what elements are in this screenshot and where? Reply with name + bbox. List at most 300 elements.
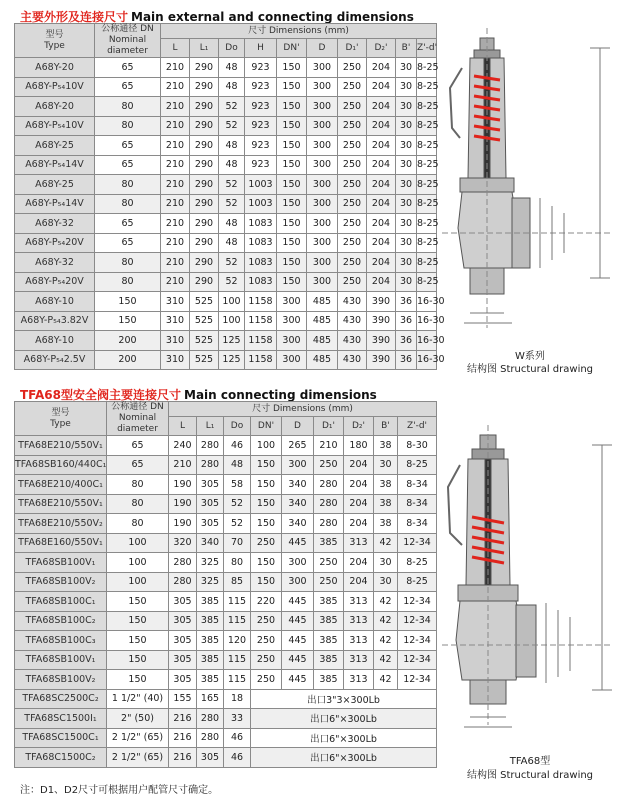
value-cell: 16-30: [417, 311, 437, 331]
value-cell: 300: [307, 116, 338, 136]
table-row: [15, 748, 437, 768]
value-cell: 210: [161, 58, 190, 78]
value-cell: 385: [314, 533, 344, 553]
value-cell: 100: [251, 436, 282, 456]
dn-cell: 2 1/2" (65): [107, 728, 169, 748]
value-cell: 33: [224, 709, 251, 729]
value-cell: 325: [197, 553, 224, 573]
value-cell: 8-25: [417, 97, 437, 117]
type-header-en: Type: [44, 40, 65, 51]
dn-cell: 150: [107, 611, 169, 631]
value-cell: 30: [396, 233, 417, 253]
value-cell: 280: [197, 455, 224, 475]
model-cell: TFA68SC2500C₂: [15, 689, 107, 709]
value-cell: 250: [338, 136, 367, 156]
dn-cell: 80: [95, 116, 161, 136]
outlet-cell: 出口3"3×300Lb: [251, 689, 437, 709]
value-cell: 320: [169, 533, 197, 553]
model-cell: A68Y-P₅₄14V: [15, 155, 95, 175]
value-cell: 250: [338, 272, 367, 292]
value-cell: 250: [338, 155, 367, 175]
type-header-cn: 型号: [51, 407, 70, 418]
value-cell: 310: [161, 331, 190, 351]
value-cell: 42: [374, 670, 398, 690]
value-cell: 8-25: [417, 136, 437, 156]
value-cell: 310: [161, 311, 190, 331]
column-header: DN': [277, 39, 307, 58]
dn-cell: 150: [107, 670, 169, 690]
value-cell: 250: [314, 572, 344, 592]
value-cell: 8-34: [398, 494, 437, 514]
model-cell: A68Y-P₅₄2.5V: [15, 350, 95, 370]
column-header: D: [282, 417, 314, 436]
value-cell: 250: [338, 194, 367, 214]
table-row: [15, 311, 437, 331]
column-header: L: [169, 417, 197, 436]
value-cell: 250: [338, 116, 367, 136]
value-cell: 340: [282, 494, 314, 514]
value-cell: 445: [282, 533, 314, 553]
value-cell: 150: [277, 97, 307, 117]
table-row: [15, 155, 437, 175]
dn-cell: 80: [95, 253, 161, 273]
dn-header-en1: Nominal: [108, 35, 147, 45]
dn-cell: 1 1/2" (40): [107, 689, 169, 709]
column-header: L₁: [197, 417, 224, 436]
value-cell: 385: [314, 592, 344, 612]
dn-header-cn: 公称通径 DN: [101, 24, 154, 34]
value-cell: 290: [190, 97, 219, 117]
value-cell: 8-25: [417, 175, 437, 195]
value-cell: 52: [224, 494, 251, 514]
value-cell: 150: [277, 136, 307, 156]
value-cell: 305: [169, 650, 197, 670]
value-cell: 8-25: [417, 77, 437, 97]
value-cell: 485: [307, 350, 338, 370]
value-cell: 30: [374, 553, 398, 573]
model-cell: TFA68SB100C₁: [15, 592, 107, 612]
value-cell: 30: [396, 253, 417, 273]
value-cell: 300: [277, 350, 307, 370]
value-cell: 300: [307, 233, 338, 253]
value-cell: 165: [197, 689, 224, 709]
dn-cell: 100: [107, 572, 169, 592]
value-cell: 48: [219, 155, 245, 175]
value-cell: 210: [314, 436, 344, 456]
table-header-row: [15, 402, 437, 417]
dn-cell: 150: [95, 292, 161, 312]
value-cell: 305: [169, 631, 197, 651]
drawing-1-caption-series: W系列: [515, 351, 545, 362]
model-cell: A68Y-P₅₄10V: [15, 116, 95, 136]
value-cell: 1083: [245, 253, 277, 273]
value-cell: 48: [219, 233, 245, 253]
value-cell: 204: [344, 475, 374, 495]
column-header: D₁': [338, 39, 367, 58]
value-cell: 150: [277, 233, 307, 253]
table-row: [15, 194, 437, 214]
value-cell: 445: [282, 670, 314, 690]
dn-cell: 65: [95, 233, 161, 253]
value-cell: 204: [367, 175, 396, 195]
value-cell: 280: [314, 514, 344, 534]
table-row: [15, 631, 437, 651]
value-cell: 155: [169, 689, 197, 709]
dimensions-header: 尺寸 Dimensions (mm): [161, 24, 437, 39]
dn-cell: 65: [95, 136, 161, 156]
table-row: [15, 689, 437, 709]
value-cell: 204: [344, 494, 374, 514]
model-cell: TFA68C1500C₂: [15, 748, 107, 768]
value-cell: 42: [374, 592, 398, 612]
dimensions-table-2: [14, 401, 437, 768]
value-cell: 300: [307, 77, 338, 97]
value-cell: 525: [190, 350, 219, 370]
value-cell: 1003: [245, 175, 277, 195]
value-cell: 120: [224, 631, 251, 651]
value-cell: 100: [219, 292, 245, 312]
model-cell: TFA68SB100V₁: [15, 553, 107, 573]
table-row: [15, 292, 437, 312]
value-cell: 250: [251, 533, 282, 553]
value-cell: 290: [190, 136, 219, 156]
model-cell: A68Y-P₅₄20V: [15, 272, 95, 292]
table-row: [15, 253, 437, 273]
value-cell: 204: [367, 272, 396, 292]
table-row: [15, 331, 437, 351]
model-cell: A68Y-25: [15, 175, 95, 195]
type-header-en: Type: [50, 418, 71, 429]
value-cell: 310: [161, 350, 190, 370]
value-cell: 250: [251, 631, 282, 651]
dn-cell: 80: [95, 272, 161, 292]
model-cell: TFA68SB100C₂: [15, 611, 107, 631]
value-cell: 30: [396, 214, 417, 234]
model-cell: A68Y-P₅₄20V: [15, 233, 95, 253]
dn-cell: 150: [95, 311, 161, 331]
value-cell: 923: [245, 155, 277, 175]
dn-header-en1: Nominal: [118, 413, 157, 423]
value-cell: 204: [367, 58, 396, 78]
value-cell: 290: [190, 272, 219, 292]
dn-header-en2: diameter: [107, 46, 148, 56]
value-cell: 204: [367, 77, 396, 97]
value-cell: 1003: [245, 194, 277, 214]
type-header: [15, 402, 107, 436]
value-cell: 280: [197, 436, 224, 456]
column-header: DN': [251, 417, 282, 436]
value-cell: 58: [224, 475, 251, 495]
value-cell: 12-34: [398, 631, 437, 651]
value-cell: 290: [190, 233, 219, 253]
value-cell: 210: [169, 455, 197, 475]
value-cell: 313: [344, 533, 374, 553]
value-cell: 300: [277, 331, 307, 351]
dn-cell: 2 1/2" (65): [107, 748, 169, 768]
value-cell: 190: [169, 514, 197, 534]
value-cell: 250: [251, 611, 282, 631]
value-cell: 204: [367, 233, 396, 253]
table-row: [15, 494, 437, 514]
value-cell: 46: [224, 436, 251, 456]
value-cell: 48: [219, 136, 245, 156]
value-cell: 16-30: [417, 292, 437, 312]
value-cell: 85: [224, 572, 251, 592]
dn-cell: 65: [107, 436, 169, 456]
dn-header-en2: diameter: [117, 424, 158, 434]
value-cell: 204: [367, 253, 396, 273]
section1-title-en: Main external and connecting dimensions: [131, 10, 414, 24]
table-row: [15, 136, 437, 156]
model-cell: A68Y-20: [15, 97, 95, 117]
value-cell: 70: [224, 533, 251, 553]
model-cell: TFA68SB100V₂: [15, 572, 107, 592]
dimensions-header: 尺寸 Dimensions (mm): [169, 402, 437, 417]
value-cell: 385: [314, 670, 344, 690]
type-header: [15, 24, 95, 58]
value-cell: 250: [314, 553, 344, 573]
dn-cell: 2" (50): [107, 709, 169, 729]
value-cell: 1158: [245, 292, 277, 312]
value-cell: 16-30: [417, 350, 437, 370]
value-cell: 280: [169, 572, 197, 592]
value-cell: 30: [396, 116, 417, 136]
value-cell: 265: [282, 436, 314, 456]
table-row: [15, 116, 437, 136]
value-cell: 250: [338, 253, 367, 273]
value-cell: 290: [190, 253, 219, 273]
value-cell: 52: [219, 253, 245, 273]
value-cell: 150: [277, 272, 307, 292]
dn-cell: 80: [107, 514, 169, 534]
value-cell: 305: [197, 748, 224, 768]
table-row: [15, 475, 437, 495]
value-cell: 280: [314, 475, 344, 495]
value-cell: 42: [374, 533, 398, 553]
value-cell: 115: [224, 650, 251, 670]
value-cell: 52: [219, 97, 245, 117]
value-cell: 340: [197, 533, 224, 553]
value-cell: 923: [245, 77, 277, 97]
value-cell: 385: [314, 631, 344, 651]
value-cell: 210: [161, 116, 190, 136]
value-cell: 216: [169, 709, 197, 729]
value-cell: 80: [224, 553, 251, 573]
value-cell: 430: [338, 311, 367, 331]
value-cell: 210: [161, 214, 190, 234]
value-cell: 204: [344, 514, 374, 534]
value-cell: 250: [338, 214, 367, 234]
value-cell: 30: [396, 155, 417, 175]
value-cell: 216: [169, 748, 197, 768]
value-cell: 48: [219, 77, 245, 97]
value-cell: 313: [344, 592, 374, 612]
value-cell: 52: [219, 194, 245, 214]
model-cell: A68Y-25: [15, 136, 95, 156]
value-cell: 8-25: [417, 214, 437, 234]
value-cell: 150: [277, 214, 307, 234]
value-cell: 46: [224, 748, 251, 768]
value-cell: 115: [224, 592, 251, 612]
dn-cell: 200: [95, 350, 161, 370]
table-row: [15, 97, 437, 117]
value-cell: 300: [307, 194, 338, 214]
value-cell: 250: [338, 233, 367, 253]
table-row: [15, 350, 437, 370]
value-cell: 12-34: [398, 533, 437, 553]
table-row: [15, 58, 437, 78]
value-cell: 52: [219, 175, 245, 195]
model-cell: A68Y-10: [15, 331, 95, 351]
value-cell: 150: [251, 514, 282, 534]
table-row: [15, 436, 437, 456]
value-cell: 52: [224, 514, 251, 534]
dn-cell: 65: [95, 214, 161, 234]
value-cell: 8-25: [417, 58, 437, 78]
value-cell: 150: [277, 58, 307, 78]
model-cell: TFA68E210/400C₁: [15, 475, 107, 495]
value-cell: 290: [190, 194, 219, 214]
value-cell: 8-34: [398, 514, 437, 534]
value-cell: 38: [374, 514, 398, 534]
value-cell: 30: [396, 272, 417, 292]
value-cell: 204: [344, 572, 374, 592]
dn-cell: 80: [95, 194, 161, 214]
value-cell: 150: [251, 572, 282, 592]
model-cell: TFA68E160/550V₁: [15, 533, 107, 553]
value-cell: 48: [219, 58, 245, 78]
value-cell: 12-34: [398, 592, 437, 612]
value-cell: 115: [224, 670, 251, 690]
model-cell: TFA68E210/550V₂: [15, 514, 107, 534]
value-cell: 190: [169, 494, 197, 514]
value-cell: 150: [277, 77, 307, 97]
value-cell: 390: [367, 350, 396, 370]
model-cell: TFA68SB160/440C₁: [15, 455, 107, 475]
value-cell: 8-25: [417, 253, 437, 273]
column-header: L: [161, 39, 190, 58]
value-cell: 220: [251, 592, 282, 612]
value-cell: 30: [396, 136, 417, 156]
table-row: [15, 592, 437, 612]
dn-cell: 80: [95, 97, 161, 117]
section2-title-en: Main connecting dimensions: [184, 388, 377, 402]
value-cell: 290: [190, 155, 219, 175]
value-cell: 1083: [245, 233, 277, 253]
dn-cell: 65: [95, 155, 161, 175]
value-cell: 525: [190, 311, 219, 331]
table-header-row: [15, 24, 437, 39]
section1-title-cn: 主要外形及连接尺寸: [20, 10, 129, 24]
value-cell: 52: [219, 116, 245, 136]
drawing-2-caption-series: TFA68型: [509, 756, 551, 767]
value-cell: 325: [197, 572, 224, 592]
value-cell: 300: [307, 136, 338, 156]
value-cell: 923: [245, 97, 277, 117]
footnote: 注：D1、D2尺寸可根据用户配管尺寸确定。: [20, 785, 219, 796]
dn-cell: 150: [107, 631, 169, 651]
value-cell: 216: [169, 728, 197, 748]
model-cell: A68Y-32: [15, 253, 95, 273]
value-cell: 485: [307, 292, 338, 312]
value-cell: 385: [197, 670, 224, 690]
value-cell: 48: [219, 214, 245, 234]
outlet-cell: 出口6"×300Lb: [251, 748, 437, 768]
dn-cell: 80: [107, 494, 169, 514]
value-cell: 8-25: [417, 272, 437, 292]
value-cell: 48: [224, 455, 251, 475]
value-cell: 8-25: [398, 455, 437, 475]
value-cell: 204: [344, 455, 374, 475]
value-cell: 923: [245, 136, 277, 156]
value-cell: 445: [282, 631, 314, 651]
value-cell: 340: [282, 475, 314, 495]
value-cell: 290: [190, 77, 219, 97]
value-cell: 204: [367, 155, 396, 175]
dimensions-table-1: [14, 23, 445, 370]
value-cell: 12-34: [398, 670, 437, 690]
model-cell: TFA68E210/550V₁: [15, 436, 107, 456]
value-cell: 8-25: [398, 553, 437, 573]
value-cell: 30: [396, 97, 417, 117]
value-cell: 280: [314, 494, 344, 514]
dn-cell: 150: [107, 592, 169, 612]
value-cell: 280: [197, 709, 224, 729]
value-cell: 525: [190, 292, 219, 312]
value-cell: 204: [344, 553, 374, 573]
value-cell: 36: [396, 311, 417, 331]
column-header: D₂': [367, 39, 396, 58]
value-cell: 38: [374, 436, 398, 456]
section2-title-cn: TFA68型安全阀主要连接尺寸: [20, 388, 181, 402]
value-cell: 150: [277, 253, 307, 273]
value-cell: 1158: [245, 350, 277, 370]
value-cell: 42: [374, 631, 398, 651]
value-cell: 38: [374, 475, 398, 495]
value-cell: 38: [374, 494, 398, 514]
value-cell: 204: [367, 136, 396, 156]
value-cell: 313: [344, 670, 374, 690]
value-cell: 150: [277, 155, 307, 175]
value-cell: 150: [251, 475, 282, 495]
table-row: [15, 214, 437, 234]
value-cell: 305: [197, 494, 224, 514]
value-cell: 210: [161, 175, 190, 195]
table-row: [15, 77, 437, 97]
value-cell: 300: [277, 311, 307, 331]
column-header: Do: [224, 417, 251, 436]
table-row: [15, 553, 437, 573]
model-cell: TFA68SC1500C₁: [15, 728, 107, 748]
value-cell: 313: [344, 611, 374, 631]
value-cell: 210: [161, 272, 190, 292]
value-cell: 30: [396, 194, 417, 214]
table-row: [15, 233, 437, 253]
value-cell: 305: [169, 611, 197, 631]
column-header: D₁': [314, 417, 344, 436]
value-cell: 445: [282, 650, 314, 670]
dn-cell: 100: [107, 553, 169, 573]
value-cell: 445: [282, 611, 314, 631]
model-cell: TFA68SB100C₃: [15, 631, 107, 651]
value-cell: 385: [197, 631, 224, 651]
value-cell: 300: [307, 155, 338, 175]
value-cell: 250: [251, 670, 282, 690]
dn-header: [107, 402, 169, 436]
value-cell: 204: [367, 214, 396, 234]
value-cell: 1083: [245, 214, 277, 234]
table-row: [15, 175, 437, 195]
